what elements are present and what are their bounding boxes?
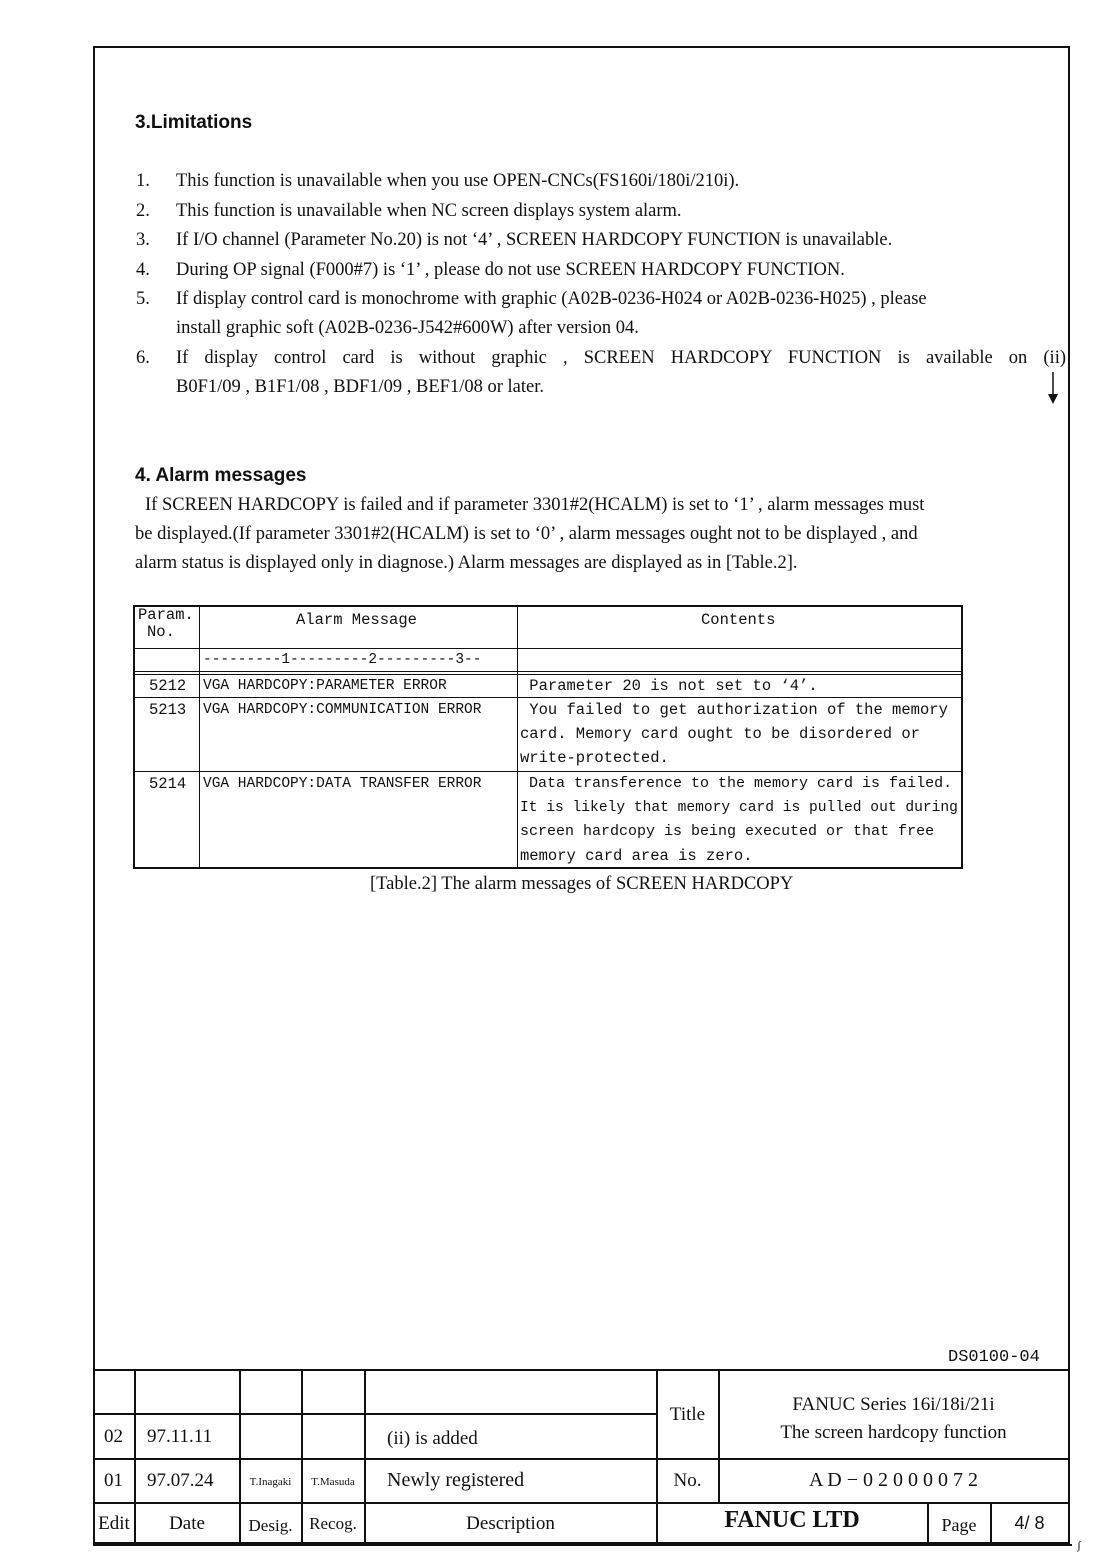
- alarm-paragraph-line-2: be displayed.(If parameter 3301#2(HCALM) is set to ‘0’ , alarm messages ought not to be displayed , and: [135, 524, 918, 544]
- item-number: 5.: [136, 289, 150, 309]
- page-number: 4/ 8: [1014, 1513, 1045, 1533]
- document-number: A D − 0 2 0 0 0 0 7 2: [808, 1469, 979, 1491]
- number-label: No.: [673, 1469, 702, 1491]
- title-label: Title: [669, 1404, 706, 1425]
- document-title-line2: The screen hardcopy function: [780, 1422, 1007, 1443]
- row-5213-param: 5213: [149, 701, 187, 719]
- row-5212-param: 5212: [149, 677, 187, 695]
- scan-artifact: ʃ: [1077, 1538, 1081, 1552]
- item-text: During OP signal (F000#7) is ‘1’ , please do not use SCREEN HARDCOPY FUNCTION.: [176, 260, 845, 280]
- rev-02-edit: 02: [104, 1425, 123, 1447]
- limitation-item-5-continuation: install graphic soft (A02B-0236-J542#600W) after version 04.: [176, 318, 639, 338]
- item-text: If display control card is monochrome with graphic (A02B-0236-H024 or A02B-0236-H025) , please: [176, 289, 927, 309]
- table-border: [961, 605, 963, 869]
- item-number: 3.: [136, 230, 150, 250]
- rev-01-desig: T.Inagaki: [249, 1475, 292, 1488]
- label-description: Description: [466, 1512, 555, 1534]
- item-number: 1.: [136, 171, 150, 191]
- rev-02-description: (ii) is added: [387, 1427, 478, 1449]
- rev-01-edit: 01: [104, 1469, 123, 1491]
- alarm-paragraph-line-1: If SCREEN HARDCOPY is failed and if parameter 3301#2(HCALM) is set to ‘1’ , alarm messages must: [145, 495, 925, 515]
- item-number: 2.: [136, 201, 150, 221]
- limitations-heading: 3.Limitations: [135, 112, 253, 133]
- table-border: [133, 605, 963, 607]
- rev-02-desig: [240, 1415, 301, 1458]
- company-name: FANUC LTD: [724, 1506, 860, 1533]
- alarm-table: [133, 605, 963, 869]
- row-5214-contents-line2: It is likely that memory card is pulled out during: [520, 800, 958, 816]
- column-divider: [199, 605, 200, 869]
- header-contents: Contents: [701, 611, 776, 629]
- title-block: [93, 1369, 1070, 1546]
- item-number: 6.: [136, 348, 150, 368]
- alarm-messages-heading: 4. Alarm messages: [135, 465, 307, 486]
- header-param-line1: Param.: [138, 606, 194, 624]
- row-divider: [133, 671, 963, 672]
- header-alarm-message: Alarm Message: [296, 611, 417, 629]
- rev-01-recog: T.Masuda: [311, 1475, 355, 1488]
- row-5212-message: VGA HARDCOPY:PARAMETER ERROR: [203, 678, 447, 694]
- label-edit: Edit: [98, 1512, 130, 1534]
- column-ruler: ---------1---------2---------3--: [203, 652, 482, 668]
- limitation-item-6-text: If display control card is without graphic , SCREEN HARDCOPY FUNCTION is available on (ii): [176, 348, 1066, 368]
- row-5214-contents-line1: Data transference to the memory card is failed.: [520, 775, 953, 792]
- form-code: DS0100-04: [948, 1348, 1040, 1367]
- document-title-line1: FANUC Series 16i/18i/21i: [792, 1394, 995, 1415]
- row-5212-contents: Parameter 20 is not set to ‘4’.: [520, 677, 818, 695]
- rev-01-date: 97.07.24: [147, 1469, 214, 1491]
- row-5214-contents-line4: memory card area is zero.: [520, 847, 753, 865]
- row-5213-contents-line3: write-protected.: [520, 749, 669, 767]
- row-5213-contents-line2: card. Memory card ought to be disordered or: [520, 725, 920, 743]
- limitation-item-6-continuation: B0F1/09 , B1F1/08 , BDF1/09 , BEF1/08 or later.: [176, 377, 544, 397]
- revision-arrow-icon: [1047, 372, 1059, 404]
- table-caption: [Table.2] The alarm messages of SCREEN HARDCOPY: [370, 874, 794, 894]
- rev-02-date: 97.11.11: [147, 1425, 213, 1447]
- item-number: 4.: [136, 260, 150, 280]
- rev-01-description: Newly registered: [387, 1469, 525, 1491]
- row-5214-message: VGA HARDCOPY:DATA TRANSFER ERROR: [203, 776, 482, 792]
- alarm-paragraph-line-3: alarm status is displayed only in diagnose.) Alarm messages are displayed as in [Table.2].: [135, 553, 798, 573]
- item-text: This function is unavailable when you use OPEN-CNCs(FS160i/180i/210i).: [176, 171, 740, 191]
- table-border: [133, 605, 135, 869]
- label-date: Date: [169, 1512, 205, 1534]
- row-5214-param: 5214: [149, 775, 187, 793]
- label-desig: Desig.: [248, 1515, 293, 1535]
- column-divider: [517, 605, 518, 869]
- title-block-border: [1068, 1367, 1070, 1546]
- row-5213-contents-line1: You failed to get authorization of the memory: [520, 701, 948, 719]
- label-recog: Recog.: [309, 1513, 357, 1533]
- header-param-line2: No.: [147, 623, 175, 641]
- rev-02-recog: [302, 1415, 364, 1458]
- row-5213-message: VGA HARDCOPY:COMMUNICATION ERROR: [203, 702, 482, 718]
- row-5214-contents-line3: screen hardcopy is being executed or that free: [520, 823, 935, 840]
- item-text: This function is unavailable when NC screen displays system alarm.: [176, 201, 682, 221]
- item-text: If I/O channel (Parameter No.20) is not ‘4’ , SCREEN HARDCOPY FUNCTION is unavailable.: [176, 230, 893, 250]
- page-label: Page: [941, 1515, 977, 1535]
